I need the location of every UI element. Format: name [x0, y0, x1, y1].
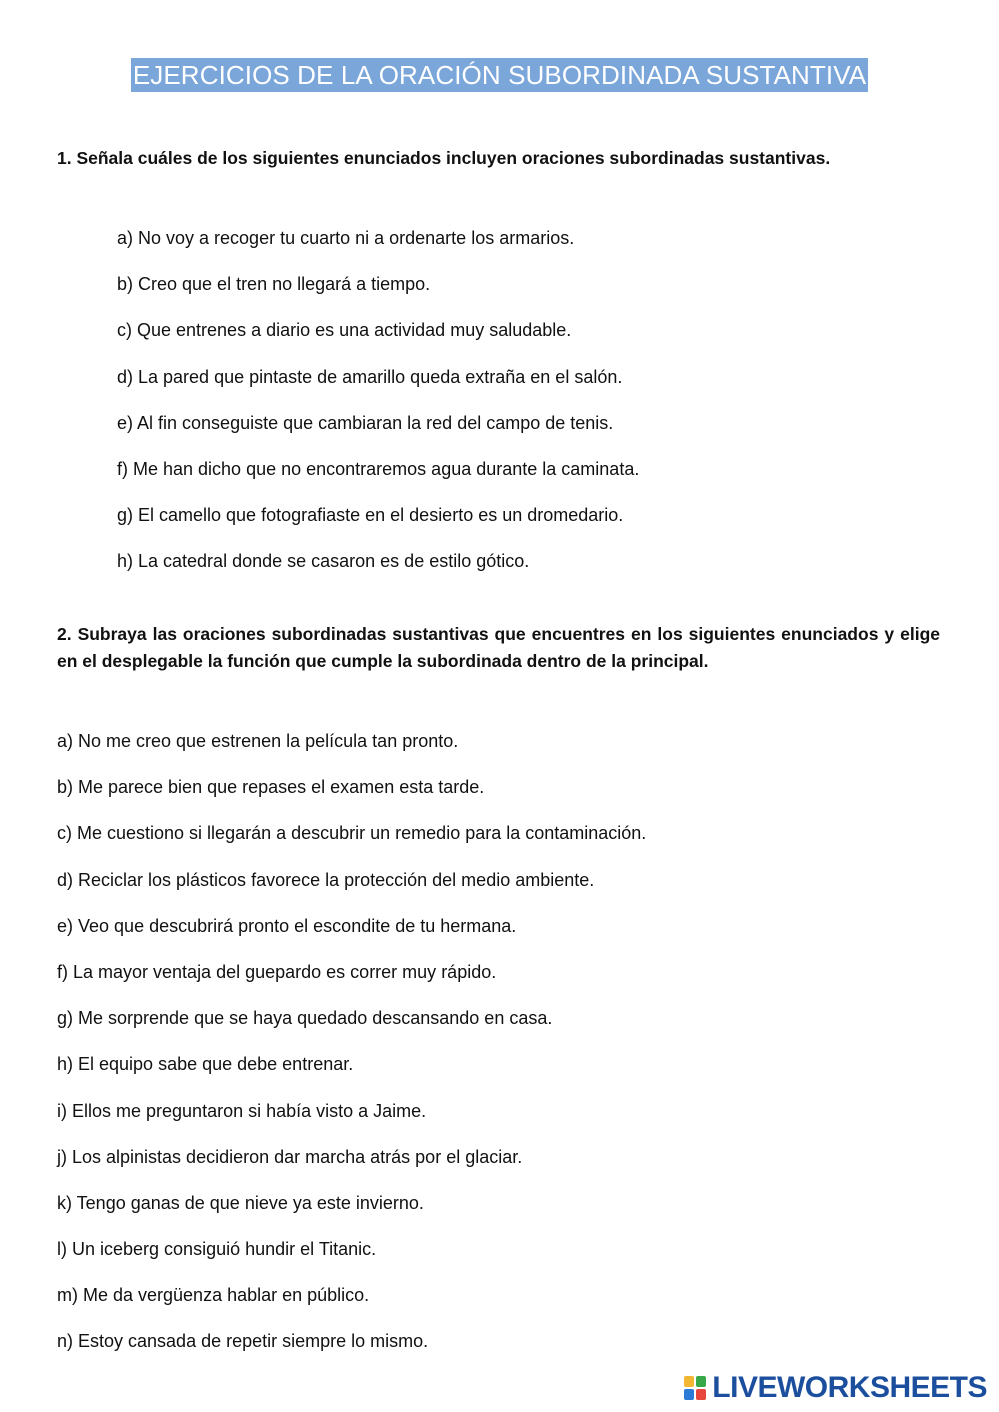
liveworksheets-brand[interactable]	[684, 1371, 987, 1405]
list-item: f) Me han dicho que no encontraremos agua durante la caminata.	[117, 458, 640, 479]
exercise-2-list	[57, 730, 646, 1377]
brand-name: LIVEWORKSHEETS	[712, 1371, 987, 1404]
list-item: c) Me cuestiono si llegarán a descubrir un remedio para la contaminación.	[57, 823, 647, 844]
liveworksheets-logo-icon	[684, 1376, 706, 1400]
list-item: m) Me da vergüenza hablar en público.	[57, 1285, 370, 1306]
list-item: l) Un iceberg consiguió hundir el Titanic.	[57, 1239, 377, 1260]
list-item: n) Estoy cansada de repetir siempre lo mismo.	[57, 1331, 429, 1352]
list-item: h) La catedral donde se casaron es de estilo gótico.	[117, 551, 530, 572]
list-item: c) Que entrenes a diario es una actividad muy saludable.	[117, 320, 572, 341]
list-item: g) Me sorprende que se haya quedado descansando en casa.	[57, 1008, 553, 1029]
list-item: a) No me creo que estrenen la película tan pronto.	[57, 731, 459, 751]
list-item: k) Tengo ganas de que nieve ya este invierno.	[57, 1192, 424, 1213]
list-item: h) El equipo sabe que debe entrenar.	[57, 1054, 354, 1075]
exercise-1-list	[117, 227, 639, 597]
exercise-1-prompt: 1. Señala cuáles de los siguientes enunciados incluyen oraciones subordinadas sustantivas.	[57, 148, 831, 168]
list-item: d) Reciclar los plásticos favorece la protección del medio ambiente.	[57, 869, 595, 890]
list-item: j) Los alpinistas decidieron dar marcha atrás por el glaciar.	[57, 1146, 523, 1167]
list-item: i) Ellos me preguntaron si había visto a Jaime.	[57, 1100, 427, 1121]
page-title: EJERCICIOS DE LA ORACIÓN SUBORDINADA SUSTANTIVA	[132, 60, 867, 90]
title-container	[0, 58, 999, 92]
list-item: f) La mayor ventaja del guepardo es correr muy rápido.	[57, 961, 497, 982]
list-item: e) Veo que descubrirá pronto el escondite de tu hermana.	[57, 915, 517, 936]
list-item: b) Me parece bien que repases el examen esta tarde.	[57, 777, 485, 798]
exercise-2-prompt: 2. Subraya las oraciones subordinadas sustantivas que encuentres en los siguientes enunciados y elige en el desplegable la función que cumple la subordinada dentro de la principal.	[57, 624, 940, 671]
list-item: g) El camello que fotografiaste en el desierto es un dromedario.	[117, 505, 624, 526]
list-item: d) La pared que pintaste de amarillo queda extraña en el salón.	[117, 366, 623, 387]
list-item: a) No voy a recoger tu cuarto ni a ordenarte los armarios.	[117, 228, 575, 248]
list-item: b) Creo que el tren no llegará a tiempo.	[117, 274, 431, 295]
list-item: e) Al fin conseguiste que cambiaran la red del campo de tenis.	[117, 412, 614, 433]
